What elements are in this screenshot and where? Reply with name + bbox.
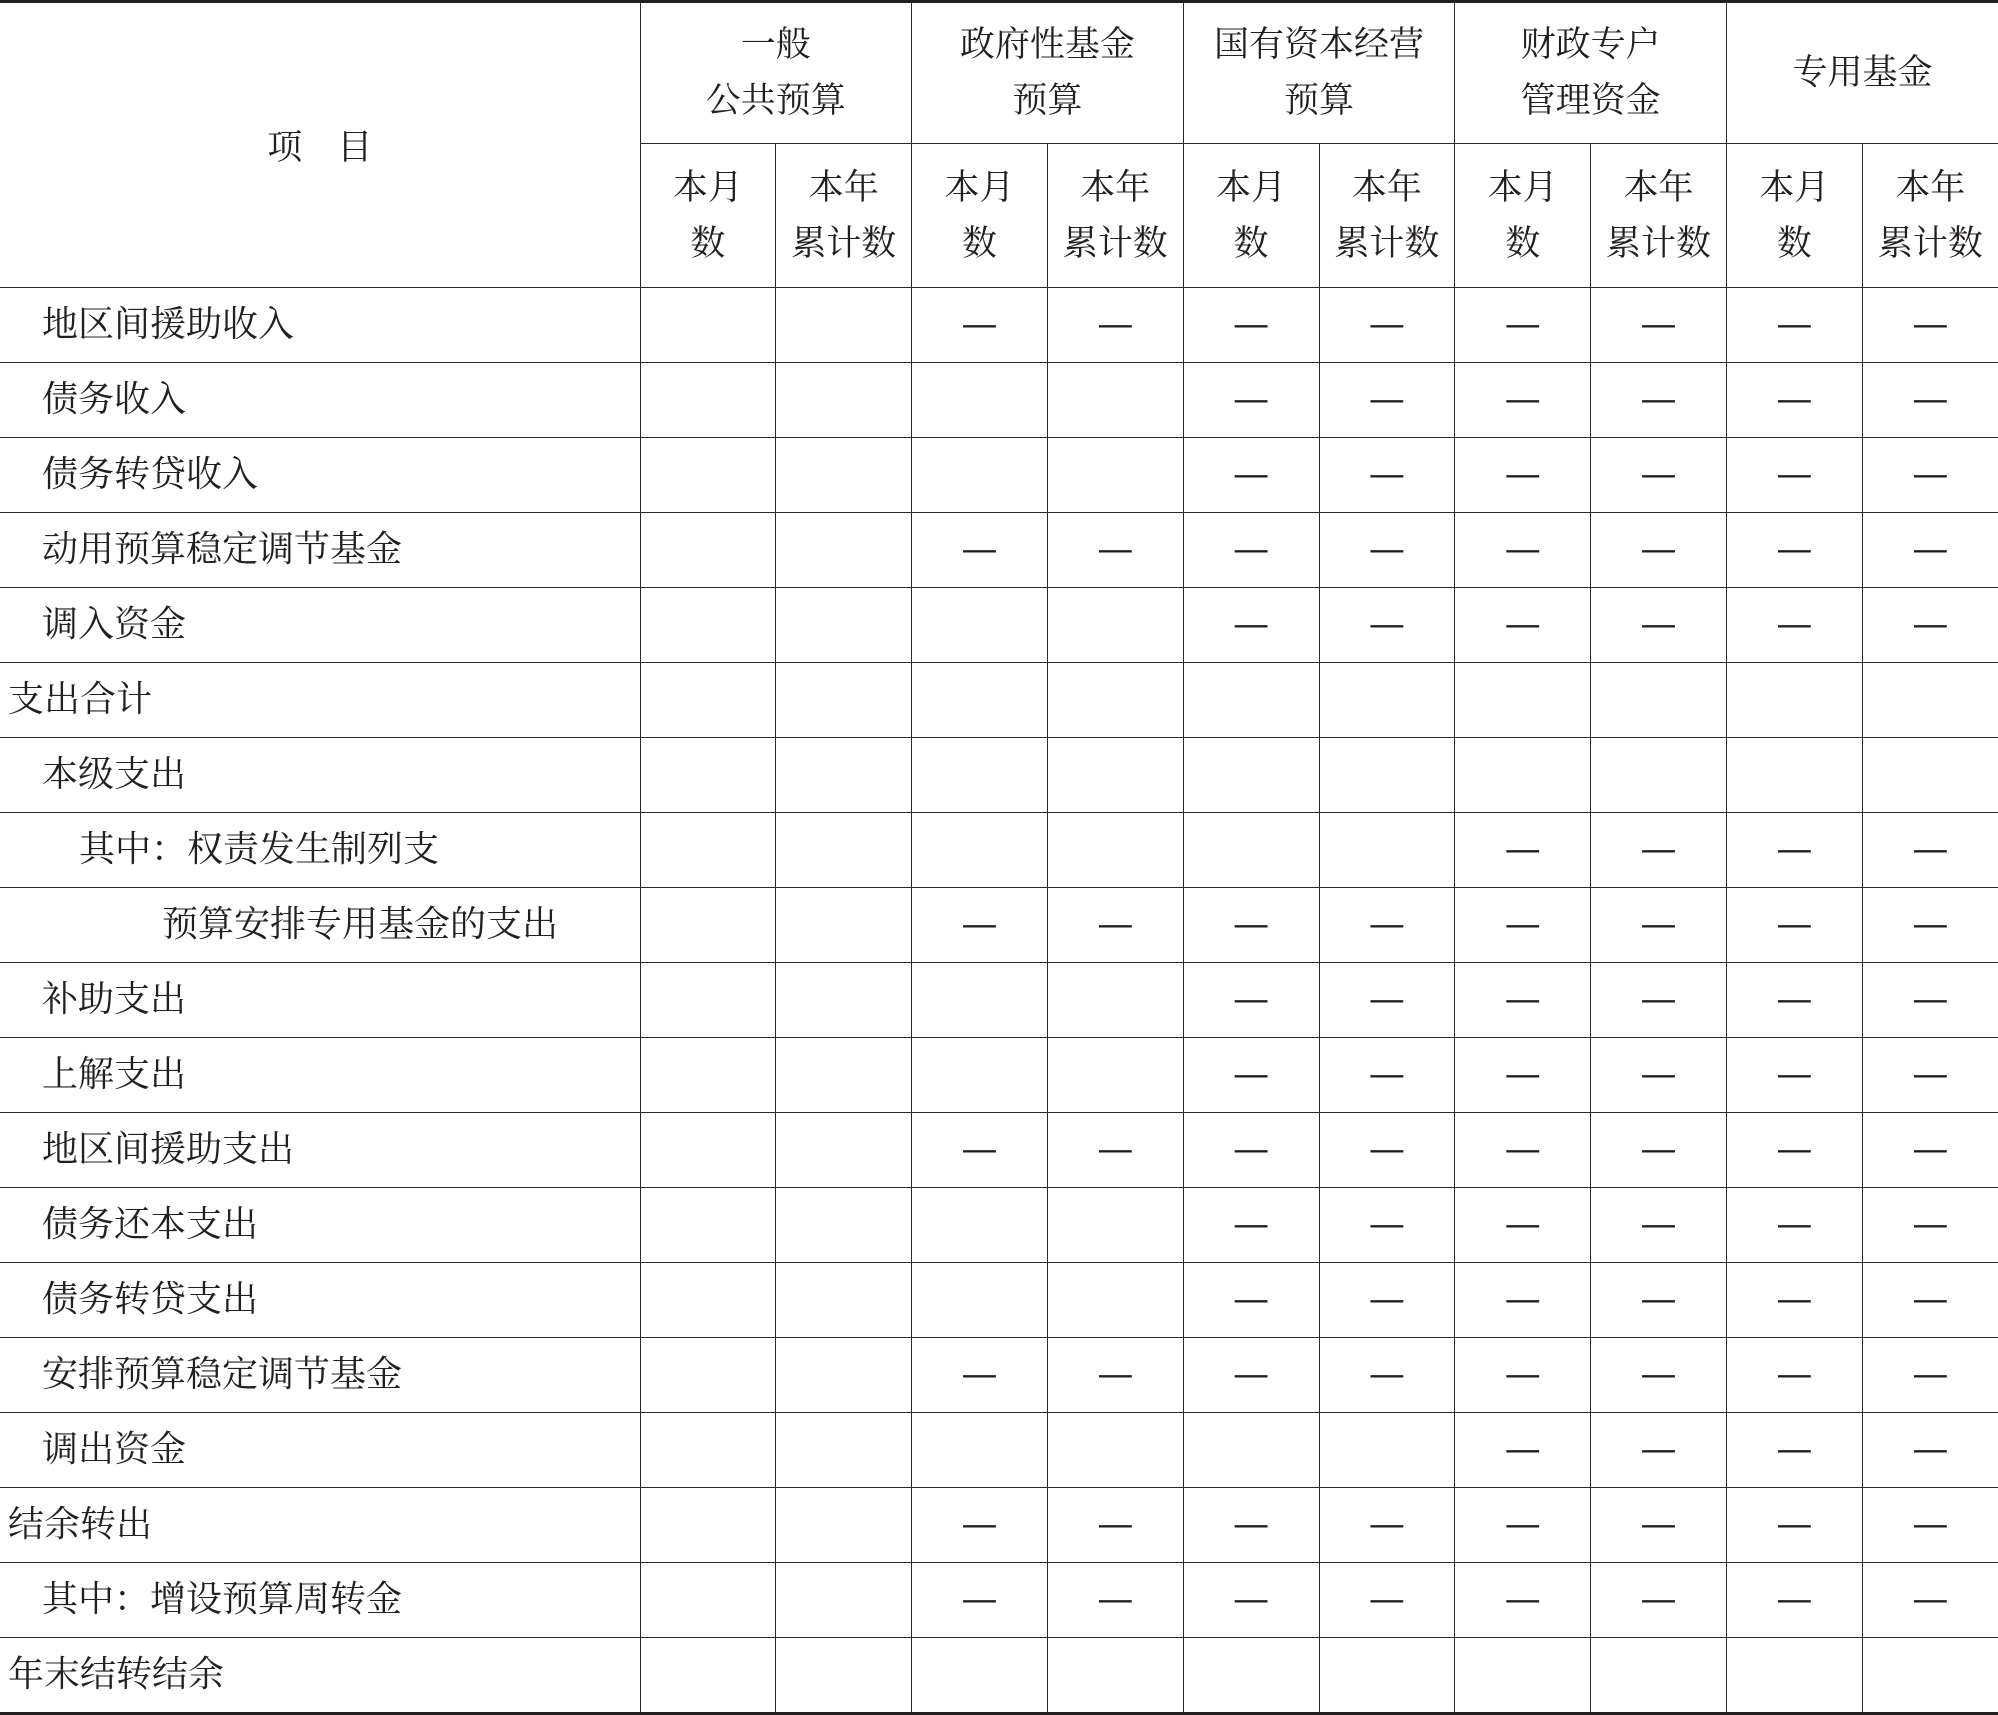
cell-special-fund-ytd: — [1862, 1413, 1998, 1488]
cell-special-fund-ytd: — [1862, 1563, 1998, 1638]
cell-general-budget-ytd [776, 288, 912, 363]
cell-special-fund-month [1726, 1638, 1862, 1714]
cell-general-budget-month [640, 963, 776, 1038]
cell-general-budget-month [640, 1263, 776, 1338]
cell-soe-capital-month [1183, 663, 1319, 738]
table-row [0, 1038, 1998, 1113]
subheader-month [912, 144, 1048, 288]
subheader-line1: 本年 [1080, 167, 1151, 208]
cell-soe-capital-ytd [1319, 1413, 1455, 1488]
group-header-line2: 管理资金 [1520, 81, 1661, 121]
cell-general-budget-ytd [776, 1113, 912, 1188]
cell-general-budget-ytd [776, 963, 912, 1038]
cell-soe-capital-month: — [1183, 363, 1319, 438]
cell-fiscal-account-month: — [1455, 1188, 1591, 1263]
subheader-line2: 数 [962, 223, 998, 264]
table-row [0, 288, 1998, 363]
cell-soe-capital-ytd: — [1319, 363, 1455, 438]
cell-general-budget-month [640, 1038, 776, 1113]
cell-gov-fund-month: — [912, 1488, 1048, 1563]
cell-gov-fund-ytd [1047, 588, 1183, 663]
cell-soe-capital-month: — [1183, 438, 1319, 513]
cell-fiscal-account-ytd: — [1591, 1488, 1727, 1563]
cell-general-budget-ytd [776, 813, 912, 888]
table-row [0, 663, 1998, 738]
row-label: 债务还本支出 [0, 1188, 640, 1263]
cell-general-budget-month [640, 513, 776, 588]
cell-fiscal-account-ytd: — [1591, 513, 1727, 588]
cell-general-budget-ytd [776, 1263, 912, 1338]
cell-special-fund-month: — [1726, 888, 1862, 963]
subheader-line1: 本月 [672, 167, 743, 208]
row-label: 结余转出 [0, 1488, 640, 1563]
cell-general-budget-month [640, 588, 776, 663]
row-label: 债务转贷收入 [0, 438, 640, 513]
cell-general-budget-month [640, 288, 776, 363]
cell-soe-capital-month: — [1183, 888, 1319, 963]
cell-fiscal-account-ytd: — [1591, 888, 1727, 963]
cell-gov-fund-ytd: — [1047, 513, 1183, 588]
cell-fiscal-account-month: — [1455, 1038, 1591, 1113]
cell-general-budget-month [640, 1488, 776, 1563]
cell-special-fund-month: — [1726, 1488, 1862, 1563]
cell-special-fund-ytd [1862, 1638, 1998, 1714]
cell-special-fund-ytd: — [1862, 363, 1998, 438]
group-header-general-budget [640, 2, 912, 144]
cell-soe-capital-ytd: — [1319, 1188, 1455, 1263]
cell-general-budget-ytd [776, 513, 912, 588]
cell-special-fund-month: — [1726, 963, 1862, 1038]
cell-fiscal-account-month [1455, 738, 1591, 813]
cell-fiscal-account-month: — [1455, 588, 1591, 663]
table-row [0, 738, 1998, 813]
subheader-line2: 累计数 [1877, 223, 1983, 264]
cell-special-fund-month: — [1726, 588, 1862, 663]
cell-fiscal-account-ytd: — [1591, 963, 1727, 1038]
cell-general-budget-month [640, 1338, 776, 1413]
table-row [0, 1263, 1998, 1338]
cell-special-fund-ytd: — [1862, 1188, 1998, 1263]
cell-fiscal-account-month: — [1455, 1338, 1591, 1413]
cell-gov-fund-month: — [912, 513, 1048, 588]
cell-fiscal-account-ytd: — [1591, 588, 1727, 663]
cell-fiscal-account-ytd: — [1591, 1413, 1727, 1488]
group-header-line2: 公共预算 [705, 81, 846, 121]
cell-fiscal-account-ytd [1591, 738, 1727, 813]
cell-general-budget-ytd [776, 888, 912, 963]
cell-soe-capital-ytd [1319, 1638, 1455, 1714]
table-row [0, 1188, 1998, 1263]
cell-gov-fund-ytd [1047, 1188, 1183, 1263]
table-row [0, 963, 1998, 1038]
cell-fiscal-account-ytd: — [1591, 1263, 1727, 1338]
cell-general-budget-ytd [776, 1488, 912, 1563]
cell-fiscal-account-ytd: — [1591, 1038, 1727, 1113]
cell-gov-fund-ytd: — [1047, 1563, 1183, 1638]
row-label: 债务收入 [0, 363, 640, 438]
cell-general-budget-month [640, 1413, 776, 1488]
cell-gov-fund-ytd [1047, 1413, 1183, 1488]
subheader-year [1319, 144, 1455, 288]
table-row [0, 888, 1998, 963]
cell-soe-capital-ytd [1319, 738, 1455, 813]
cell-special-fund-ytd: — [1862, 1338, 1998, 1413]
cell-soe-capital-month [1183, 738, 1319, 813]
row-label: 支出合计 [0, 663, 640, 738]
cell-soe-capital-month: — [1183, 513, 1319, 588]
cell-soe-capital-ytd: — [1319, 1263, 1455, 1338]
table-row [0, 1563, 1998, 1638]
subheader-line2: 数 [690, 223, 726, 264]
row-label: 上解支出 [0, 1038, 640, 1113]
cell-gov-fund-ytd: — [1047, 1338, 1183, 1413]
subheader-line1: 本年 [808, 167, 879, 208]
cell-general-budget-month [640, 1563, 776, 1638]
cell-general-budget-month [640, 1113, 776, 1188]
subheader-year [1862, 144, 1998, 288]
cell-gov-fund-month [912, 963, 1048, 1038]
cell-general-budget-month [640, 1188, 776, 1263]
subheader-line2: 累计数 [791, 223, 897, 264]
cell-general-budget-month [640, 663, 776, 738]
cell-general-budget-ytd [776, 1038, 912, 1113]
cell-special-fund-ytd: — [1862, 1038, 1998, 1113]
cell-gov-fund-month [912, 738, 1048, 813]
cell-special-fund-month: — [1726, 438, 1862, 513]
cell-soe-capital-month: — [1183, 588, 1319, 663]
cell-soe-capital-ytd [1319, 663, 1455, 738]
cell-soe-capital-ytd: — [1319, 1038, 1455, 1113]
cell-gov-fund-ytd [1047, 738, 1183, 813]
cell-gov-fund-month [912, 588, 1048, 663]
cell-special-fund-ytd: — [1862, 513, 1998, 588]
cell-soe-capital-ytd: — [1319, 288, 1455, 363]
cell-soe-capital-month: — [1183, 1338, 1319, 1413]
cell-general-budget-month [640, 438, 776, 513]
cell-fiscal-account-ytd: — [1591, 813, 1727, 888]
cell-soe-capital-ytd: — [1319, 513, 1455, 588]
subheader-line2: 累计数 [1606, 223, 1712, 264]
row-label: 调出资金 [0, 1413, 640, 1488]
subheader-month [1726, 144, 1862, 288]
row-label: 动用预算稳定调节基金 [0, 513, 640, 588]
cell-soe-capital-ytd: — [1319, 963, 1455, 1038]
cell-special-fund-ytd: — [1862, 888, 1998, 963]
cell-fiscal-account-ytd [1591, 1638, 1727, 1714]
cell-fiscal-account-month: — [1455, 1488, 1591, 1563]
cell-fiscal-account-month [1455, 1638, 1591, 1714]
cell-general-budget-ytd [776, 1563, 912, 1638]
cell-gov-fund-ytd: — [1047, 888, 1183, 963]
cell-soe-capital-ytd: — [1319, 588, 1455, 663]
subheader-line2: 数 [1233, 223, 1269, 264]
group-header-line2: 预算 [1012, 81, 1083, 121]
subheader-year [1591, 144, 1727, 288]
cell-special-fund-ytd: — [1862, 288, 1998, 363]
cell-general-budget-ytd [776, 588, 912, 663]
subheader-line1: 本年 [1623, 167, 1694, 208]
cell-fiscal-account-ytd: — [1591, 288, 1727, 363]
cell-general-budget-month [640, 363, 776, 438]
subheader-line1: 本月 [944, 167, 1015, 208]
cell-general-budget-ytd [776, 1638, 912, 1714]
cell-gov-fund-ytd [1047, 438, 1183, 513]
table-row [0, 1113, 1998, 1188]
cell-special-fund-ytd: — [1862, 588, 1998, 663]
cell-gov-fund-month: — [912, 1338, 1048, 1413]
cell-general-budget-ytd [776, 663, 912, 738]
cell-soe-capital-month: — [1183, 1188, 1319, 1263]
cell-fiscal-account-month: — [1455, 1563, 1591, 1638]
cell-general-budget-ytd [776, 1188, 912, 1263]
cell-soe-capital-ytd: — [1319, 1563, 1455, 1638]
row-label: 其中：增设预算周转金 [0, 1563, 640, 1638]
cell-fiscal-account-month: — [1455, 813, 1591, 888]
cell-special-fund-ytd: — [1862, 1263, 1998, 1338]
cell-fiscal-account-month: — [1455, 1263, 1591, 1338]
cell-special-fund-month: — [1726, 1038, 1862, 1113]
cell-general-budget-ytd [776, 738, 912, 813]
cell-soe-capital-month: — [1183, 1488, 1319, 1563]
header-row-groups [0, 2, 1998, 144]
row-label: 债务转贷支出 [0, 1263, 640, 1338]
cell-general-budget-month [640, 1638, 776, 1714]
cell-soe-capital-ytd: — [1319, 888, 1455, 963]
subheader-year [776, 144, 912, 288]
subheader-line2: 累计数 [1062, 223, 1168, 264]
group-header-line1: 财政专户 [1520, 25, 1661, 65]
cell-general-budget-month [640, 813, 776, 888]
item-column-header: 项 目 [0, 2, 640, 288]
cell-special-fund-ytd: — [1862, 1488, 1998, 1563]
cell-soe-capital-ytd [1319, 813, 1455, 888]
table-row [0, 1638, 1998, 1714]
subheader-line1: 本年 [1351, 167, 1422, 208]
subheader-line2: 数 [1776, 223, 1812, 264]
cell-gov-fund-month [912, 1188, 1048, 1263]
cell-gov-fund-ytd [1047, 963, 1183, 1038]
table-row [0, 513, 1998, 588]
cell-gov-fund-month: — [912, 1563, 1048, 1638]
cell-soe-capital-month: — [1183, 1263, 1319, 1338]
cell-gov-fund-month [912, 813, 1048, 888]
cell-soe-capital-ytd: — [1319, 1113, 1455, 1188]
cell-special-fund-month: — [1726, 363, 1862, 438]
cell-gov-fund-ytd: — [1047, 1113, 1183, 1188]
cell-special-fund-month: — [1726, 1338, 1862, 1413]
group-header-line1: 一般 [740, 25, 811, 65]
group-header-line2: 预算 [1284, 81, 1355, 121]
subheader-line1: 本月 [1487, 167, 1558, 208]
table-row [0, 363, 1998, 438]
cell-gov-fund-month [912, 663, 1048, 738]
cell-special-fund-ytd: — [1862, 438, 1998, 513]
table-row [0, 588, 1998, 663]
cell-fiscal-account-month: — [1455, 1413, 1591, 1488]
cell-fiscal-account-month: — [1455, 963, 1591, 1038]
cell-gov-fund-month [912, 438, 1048, 513]
cell-gov-fund-month: — [912, 888, 1048, 963]
cell-fiscal-account-ytd: — [1591, 438, 1727, 513]
subheader-line1: 本年 [1895, 167, 1966, 208]
cell-special-fund-month: — [1726, 813, 1862, 888]
subheader-line2: 数 [1505, 223, 1541, 264]
cell-gov-fund-ytd [1047, 1263, 1183, 1338]
cell-soe-capital-ytd: — [1319, 1488, 1455, 1563]
cell-fiscal-account-ytd: — [1591, 1338, 1727, 1413]
subheader-month [1183, 144, 1319, 288]
cell-gov-fund-ytd [1047, 1038, 1183, 1113]
cell-special-fund-month [1726, 663, 1862, 738]
cell-gov-fund-ytd: — [1047, 288, 1183, 363]
group-header-line1: 专用基金 [1792, 53, 1933, 93]
cell-special-fund-month: — [1726, 1113, 1862, 1188]
cell-soe-capital-month: — [1183, 288, 1319, 363]
cell-soe-capital-month: — [1183, 1563, 1319, 1638]
cell-special-fund-month [1726, 738, 1862, 813]
cell-fiscal-account-month: — [1455, 513, 1591, 588]
cell-general-budget-ytd [776, 1413, 912, 1488]
cell-gov-fund-ytd [1047, 1638, 1183, 1714]
subheader-month [640, 144, 776, 288]
cell-special-fund-month: — [1726, 513, 1862, 588]
group-header-soe-capital [1183, 2, 1455, 144]
row-label: 本级支出 [0, 738, 640, 813]
cell-special-fund-ytd [1862, 663, 1998, 738]
cell-fiscal-account-month: — [1455, 1113, 1591, 1188]
table-row [0, 438, 1998, 513]
cell-gov-fund-month [912, 363, 1048, 438]
group-header-line1: 国有资本经营 [1214, 25, 1425, 65]
cell-soe-capital-month: — [1183, 963, 1319, 1038]
cell-fiscal-account-month: — [1455, 438, 1591, 513]
cell-special-fund-ytd [1862, 738, 1998, 813]
cell-fiscal-account-ytd: — [1591, 1563, 1727, 1638]
cell-fiscal-account-month: — [1455, 888, 1591, 963]
subheader-year [1047, 144, 1183, 288]
table-row [0, 1488, 1998, 1563]
cell-general-budget-ytd [776, 363, 912, 438]
subheader-line1: 本月 [1216, 167, 1287, 208]
subheader-month [1455, 144, 1591, 288]
row-label: 补助支出 [0, 963, 640, 1038]
cell-general-budget-ytd [776, 438, 912, 513]
subheader-line1: 本月 [1759, 167, 1830, 208]
cell-fiscal-account-ytd: — [1591, 1188, 1727, 1263]
cell-soe-capital-ytd: — [1319, 1338, 1455, 1413]
row-label: 调入资金 [0, 588, 640, 663]
cell-gov-fund-ytd: — [1047, 1488, 1183, 1563]
group-header-line1: 政府性基金 [959, 25, 1135, 65]
cell-gov-fund-month [912, 1413, 1048, 1488]
cell-gov-fund-month: — [912, 288, 1048, 363]
cell-fiscal-account-month: — [1455, 363, 1591, 438]
cell-soe-capital-month: — [1183, 1038, 1319, 1113]
cell-fiscal-account-ytd [1591, 663, 1727, 738]
cell-special-fund-month: — [1726, 1188, 1862, 1263]
group-header-special-fund [1726, 2, 1998, 144]
cell-general-budget-month [640, 888, 776, 963]
cell-special-fund-month: — [1726, 1263, 1862, 1338]
cell-special-fund-ytd: — [1862, 1113, 1998, 1188]
table-row [0, 1338, 1998, 1413]
cell-special-fund-ytd: — [1862, 963, 1998, 1038]
cell-fiscal-account-ytd: — [1591, 363, 1727, 438]
cell-special-fund-ytd: — [1862, 813, 1998, 888]
table-row [0, 1413, 1998, 1488]
group-header-fiscal-account [1455, 2, 1727, 144]
cell-soe-capital-month: — [1183, 1113, 1319, 1188]
cell-gov-fund-month [912, 1638, 1048, 1714]
cell-general-budget-month [640, 738, 776, 813]
cell-gov-fund-month: — [912, 1113, 1048, 1188]
cell-gov-fund-month [912, 1038, 1048, 1113]
row-label: 年末结转结余 [0, 1638, 640, 1714]
subheader-line2: 累计数 [1334, 223, 1440, 264]
cell-soe-capital-month [1183, 1413, 1319, 1488]
cell-gov-fund-ytd [1047, 813, 1183, 888]
row-label: 地区间援助支出 [0, 1113, 640, 1188]
cell-fiscal-account-month: — [1455, 288, 1591, 363]
cell-soe-capital-ytd: — [1319, 438, 1455, 513]
cell-special-fund-month: — [1726, 288, 1862, 363]
cell-soe-capital-month [1183, 813, 1319, 888]
row-label: 安排预算稳定调节基金 [0, 1338, 640, 1413]
cell-soe-capital-month [1183, 1638, 1319, 1714]
cell-gov-fund-ytd [1047, 663, 1183, 738]
cell-gov-fund-month [912, 1263, 1048, 1338]
cell-fiscal-account-month [1455, 663, 1591, 738]
row-label: 预算安排专用基金的支出 [0, 888, 640, 963]
cell-general-budget-ytd [776, 1338, 912, 1413]
cell-special-fund-month: — [1726, 1413, 1862, 1488]
table-row [0, 813, 1998, 888]
cell-fiscal-account-ytd: — [1591, 1113, 1727, 1188]
cell-gov-fund-ytd [1047, 363, 1183, 438]
row-label: 其中：权责发生制列支 [0, 813, 640, 888]
cell-special-fund-month: — [1726, 1563, 1862, 1638]
row-label: 地区间援助收入 [0, 288, 640, 363]
group-header-gov-fund [912, 2, 1184, 144]
